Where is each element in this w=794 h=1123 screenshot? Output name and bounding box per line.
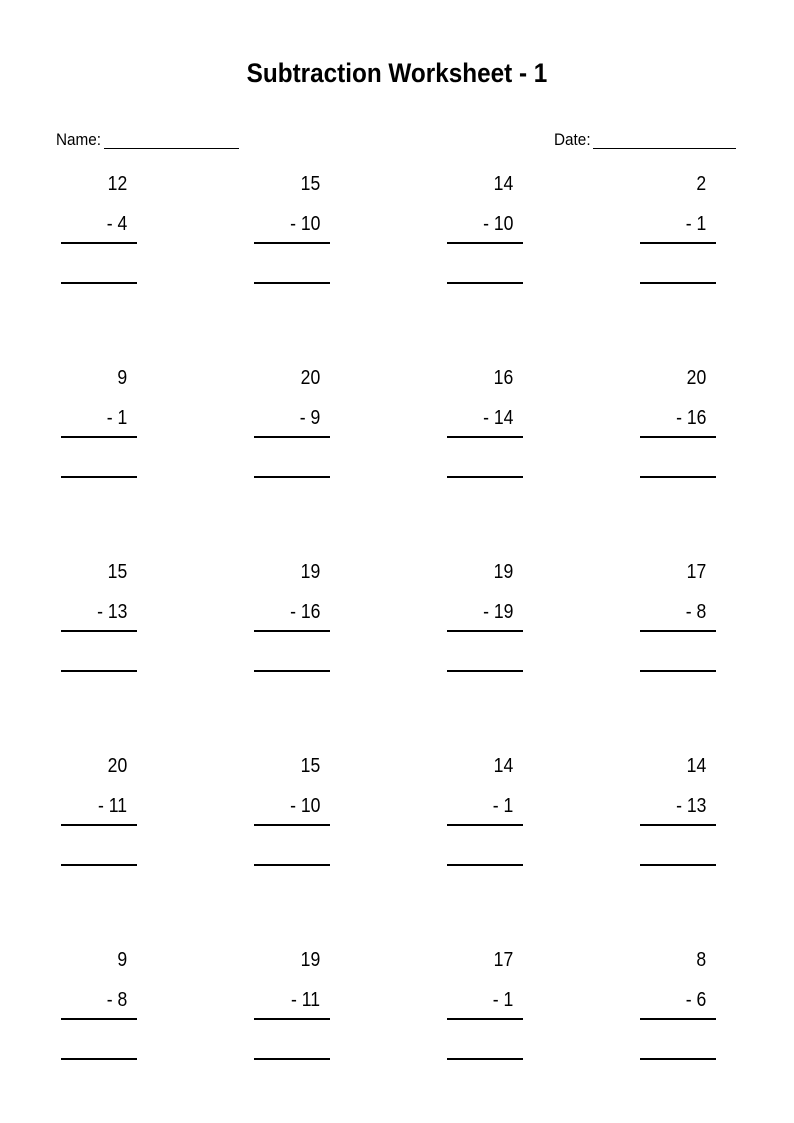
subtrahend: - 16	[675, 407, 706, 429]
subtraction-line	[447, 824, 523, 826]
problem-item	[254, 172, 330, 292]
subtrahend: - 1	[492, 989, 513, 1011]
answer-line[interactable]	[640, 1058, 716, 1060]
subtrahend: - 8	[106, 989, 127, 1011]
answer-line[interactable]	[61, 670, 137, 672]
minuend: 17	[493, 949, 513, 971]
subtraction-line	[61, 242, 137, 244]
answer-line[interactable]	[640, 670, 716, 672]
answer-line[interactable]	[61, 282, 137, 284]
name-label: Name:	[56, 130, 102, 149]
problem-item	[61, 754, 137, 874]
date-label: Date:	[554, 130, 591, 149]
subtraction-line	[61, 436, 137, 438]
subtraction-line	[640, 824, 716, 826]
subtraction-line	[640, 242, 716, 244]
answer-line[interactable]	[640, 282, 716, 284]
minuend: 19	[300, 949, 320, 971]
subtraction-line	[447, 1018, 523, 1020]
answer-line[interactable]	[447, 864, 523, 866]
minuend: 9	[117, 949, 127, 971]
subtrahend: - 11	[290, 989, 320, 1011]
subtrahend: - 10	[289, 213, 320, 235]
subtraction-line	[61, 1018, 137, 1020]
problem-item	[447, 948, 523, 1068]
minuend: 19	[493, 561, 513, 583]
answer-line[interactable]	[254, 864, 330, 866]
answer-line[interactable]	[447, 670, 523, 672]
minuend: 15	[300, 755, 320, 777]
subtrahend: - 8	[685, 601, 706, 623]
minuend: 20	[300, 367, 320, 389]
problem-item	[254, 754, 330, 874]
problem-item	[447, 366, 523, 486]
answer-line[interactable]	[254, 282, 330, 284]
answer-line[interactable]	[447, 282, 523, 284]
minuend: 17	[686, 561, 706, 583]
subtrahend: - 16	[289, 601, 320, 623]
subtrahend: - 1	[492, 795, 513, 817]
answer-line[interactable]	[254, 1058, 330, 1060]
problem-item	[447, 172, 523, 292]
subtraction-line	[447, 630, 523, 632]
problem-item	[640, 172, 716, 292]
minuend: 15	[300, 173, 320, 195]
problem-item	[254, 560, 330, 680]
problem-item	[447, 754, 523, 874]
minuend: 14	[686, 755, 706, 777]
date-blank-line[interactable]	[593, 147, 736, 149]
minuend: 9	[117, 367, 127, 389]
subtraction-line	[254, 1018, 330, 1020]
answer-line[interactable]	[640, 864, 716, 866]
minuend: 2	[696, 173, 706, 195]
subtrahend: - 10	[289, 795, 320, 817]
subtrahend: - 10	[482, 213, 513, 235]
problem-item	[640, 754, 716, 874]
name-blank-line[interactable]	[104, 147, 239, 149]
problem-item	[447, 560, 523, 680]
subtraction-line	[640, 630, 716, 632]
minuend: 19	[300, 561, 320, 583]
subtrahend: - 11	[97, 795, 127, 817]
subtrahend: - 19	[482, 601, 513, 623]
subtraction-line	[447, 436, 523, 438]
answer-line[interactable]	[61, 1058, 137, 1060]
answer-line[interactable]	[254, 670, 330, 672]
answer-line[interactable]	[254, 476, 330, 478]
subtraction-line	[640, 1018, 716, 1020]
minuend: 20	[107, 755, 127, 777]
subtraction-line	[447, 242, 523, 244]
problem-item	[254, 948, 330, 1068]
answer-line[interactable]	[447, 476, 523, 478]
subtrahend: - 13	[96, 601, 127, 623]
minuend: 8	[696, 949, 706, 971]
problem-item	[640, 560, 716, 680]
subtraction-line	[254, 436, 330, 438]
subtraction-line	[254, 242, 330, 244]
subtrahend: - 9	[299, 407, 320, 429]
minuend: 15	[107, 561, 127, 583]
subtrahend: - 14	[482, 407, 513, 429]
subtrahend: - 4	[106, 213, 127, 235]
subtrahend: - 1	[685, 213, 706, 235]
problem-item	[640, 366, 716, 486]
name-field[interactable]	[56, 130, 239, 150]
problem-item	[61, 172, 137, 292]
problem-item	[61, 366, 137, 486]
subtrahend: - 6	[685, 989, 706, 1011]
minuend: 20	[686, 367, 706, 389]
answer-line[interactable]	[61, 864, 137, 866]
minuend: 14	[493, 173, 513, 195]
problem-item	[61, 560, 137, 680]
answer-line[interactable]	[61, 476, 137, 478]
problem-item	[640, 948, 716, 1068]
minuend: 12	[107, 173, 127, 195]
subtraction-line	[254, 630, 330, 632]
date-field[interactable]	[554, 130, 736, 150]
answer-line[interactable]	[640, 476, 716, 478]
subtraction-line	[254, 824, 330, 826]
subtrahend: - 1	[106, 407, 127, 429]
answer-line[interactable]	[447, 1058, 523, 1060]
subtraction-line	[61, 630, 137, 632]
problem-item	[61, 948, 137, 1068]
subtraction-line	[640, 436, 716, 438]
minuend: 14	[493, 755, 513, 777]
problem-item	[254, 366, 330, 486]
subtraction-line	[61, 824, 137, 826]
worksheet-title: Subtraction Worksheet - 1	[246, 58, 548, 88]
subtrahend: - 13	[675, 795, 706, 817]
minuend: 16	[493, 367, 513, 389]
